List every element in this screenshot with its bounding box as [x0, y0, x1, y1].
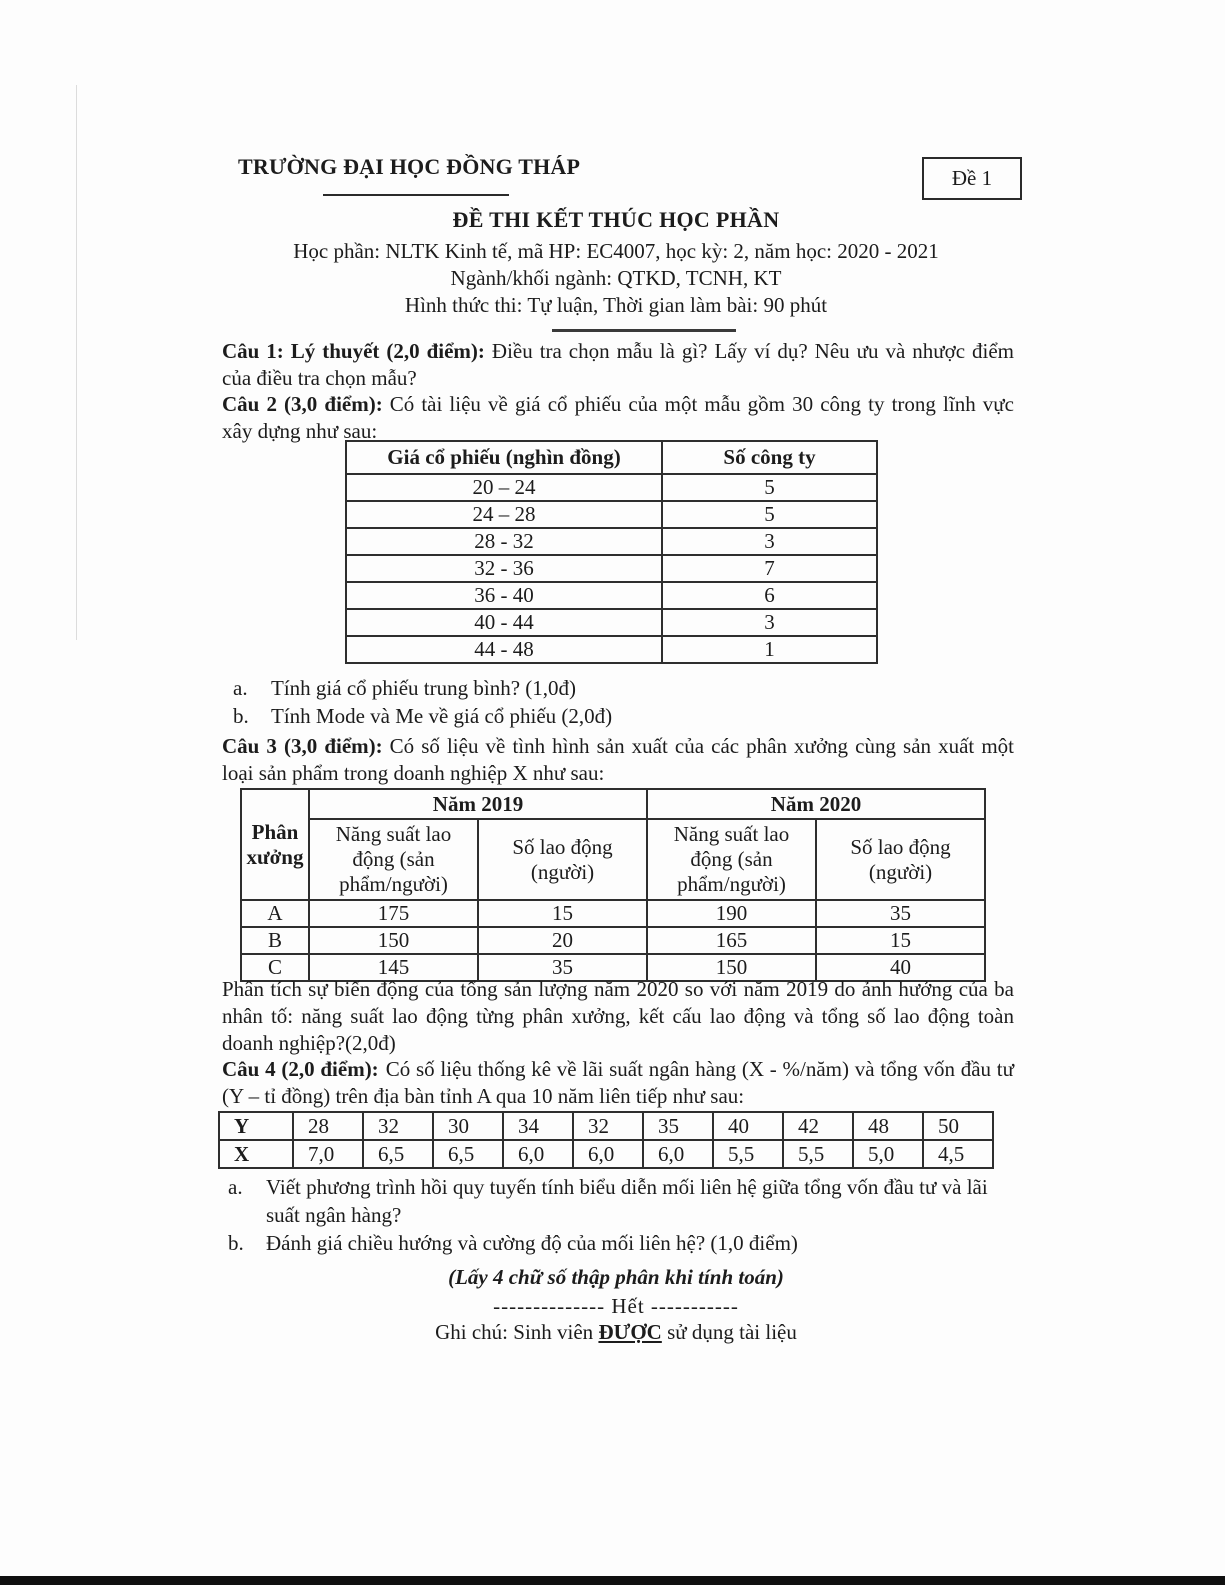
production-table: [240, 788, 986, 982]
item-marker: b.: [228, 1231, 244, 1255]
table-cell: 36 - 40: [346, 582, 662, 609]
table-row: [346, 609, 877, 636]
table-cell: 40 - 44: [346, 609, 662, 636]
table-cell: 24 – 28: [346, 501, 662, 528]
table-cell: 6,0: [643, 1140, 713, 1168]
table-cell: 150: [309, 927, 478, 954]
table-cell: 3: [662, 609, 877, 636]
list-item: [228, 1173, 1018, 1229]
exam-code-box: [922, 157, 1022, 200]
year-group-header: Năm 2020: [647, 789, 985, 819]
table-cell: 20: [478, 927, 647, 954]
table-row: [346, 636, 877, 663]
scan-artifact-line: [76, 85, 77, 640]
table-row: [219, 1112, 993, 1140]
table-cell: 50: [923, 1112, 993, 1140]
table-cell: 20 – 24: [346, 474, 662, 501]
item-text: Tính Mode và Me về giá cổ phiếu (2,0đ): [271, 704, 613, 728]
table-cell: 175: [309, 900, 478, 927]
question-4: [222, 1056, 1014, 1110]
table-cell: 6,5: [433, 1140, 503, 1168]
question-2-subitems: [233, 674, 1013, 730]
table-cell: 165: [647, 927, 816, 954]
item-text: Đánh giá chiều hướng và cường độ của mối liên hệ? (1,0 điểm): [266, 1231, 798, 1255]
table-cell: 35: [643, 1112, 713, 1140]
exam-title: ĐỀ THI KẾT THÚC HỌC PHẦN: [452, 207, 780, 232]
table-cell: 6,0: [503, 1140, 573, 1168]
column-header: Số công ty: [662, 441, 877, 474]
table-cell: 30: [433, 1112, 503, 1140]
list-item: [228, 1229, 1018, 1257]
table-subheader-row: [241, 819, 985, 900]
table-row: [219, 1140, 993, 1168]
table-row: [241, 927, 985, 954]
exam-format-line: Hình thức thi: Tự luận, Thời gian làm bài: 90 phút: [404, 293, 828, 317]
table-cell: 6,5: [363, 1140, 433, 1168]
table-header-row: [346, 441, 877, 474]
item-marker: b.: [233, 704, 249, 728]
row-label: X: [219, 1140, 293, 1168]
row-label: Y: [219, 1112, 293, 1140]
course-info-line: Học phần: NLTK Kinh tế, mã HP: EC4007, học kỳ: 2, năm học: 2020 - 2021: [293, 239, 939, 263]
question-4-text: Có số liệu thống kê về lãi suất ngân hàng (X - %/năm) và tổng vốn đầu tư (Y – tỉ đồng) trên địa bàn tỉnh A qua 10 năm liên tiếp như sau:: [222, 1057, 1014, 1108]
remark-emphasis: ĐƯỢC: [598, 1320, 662, 1344]
major-info-line: Ngành/khối ngành: QTKD, TCNH, KT: [450, 266, 782, 290]
question-3-text: Có số liệu về tình hình sản xuất của các phân xưởng cùng sản xuất một loại sản phẩm trong doanh nghiệp X như sau:: [222, 734, 1014, 785]
table-cell: 15: [478, 900, 647, 927]
table-cell: 1: [662, 636, 877, 663]
school-name: TRƯỜNG ĐẠI HỌC ĐỒNG THÁP: [238, 154, 581, 179]
stock-price-table: [345, 440, 878, 664]
question-4-subitems: [228, 1173, 1018, 1257]
table-cell: 145: [309, 954, 478, 981]
corner-header: Phân xưởng: [241, 789, 309, 900]
materials-allowed-remark: [220, 1320, 1012, 1345]
item-text: Tính giá cổ phiếu trung bình? (1,0đ): [271, 676, 577, 700]
table-row: [346, 528, 877, 555]
question-1-text: Điều tra chọn mẫu là gì? Lấy ví dụ? Nêu ưu và nhược điểm của điều tra chọn mẫu?: [222, 339, 1015, 390]
table-row: [346, 582, 877, 609]
table-row: [346, 555, 877, 582]
table-cell: 7: [662, 555, 877, 582]
table-cell: 42: [783, 1112, 853, 1140]
column-header: Số lao động (người): [478, 819, 647, 900]
table-row: [241, 900, 985, 927]
table-cell: 5,5: [783, 1140, 853, 1168]
question-4-label: Câu 4 (2,0 điểm):: [222, 1057, 379, 1081]
question-2-text: Có tài liệu về giá cổ phiếu của một mẫu gồm 30 công ty trong lĩnh vực xây dựng như sau:: [222, 392, 1014, 443]
year-group-header: Năm 2019: [309, 789, 647, 819]
table-cell: 5,5: [713, 1140, 783, 1168]
school-name-underline: [323, 194, 509, 196]
remark-suffix: sử dụng tài liệu: [661, 1320, 797, 1344]
question-3-label: Câu 3 (3,0 điểm):: [222, 734, 383, 758]
table-cell: 6: [662, 582, 877, 609]
question-2-label: Câu 2 (3,0 điểm):: [222, 392, 383, 416]
page-bottom-edge: [0, 1576, 1225, 1585]
table-cell: 4,5: [923, 1140, 993, 1168]
table-cell: 48: [853, 1112, 923, 1140]
item-marker: a.: [233, 676, 248, 700]
remark-prefix: Ghi chú: Sinh viên: [435, 1320, 599, 1344]
table-cell: C: [241, 954, 309, 981]
column-header: Năng suất lao động (sản phẩm/người): [309, 819, 478, 900]
question-3: [222, 733, 1014, 787]
table-cell: 5: [662, 474, 877, 501]
table-row: [346, 501, 877, 528]
table-cell: A: [241, 900, 309, 927]
table-cell: 32: [363, 1112, 433, 1140]
table-cell: 190: [647, 900, 816, 927]
table-cell: 6,0: [573, 1140, 643, 1168]
list-item: [233, 674, 1013, 702]
table-header-row: [241, 789, 985, 819]
item-marker: a.: [228, 1175, 243, 1199]
table-cell: 5,0: [853, 1140, 923, 1168]
regression-table: [218, 1111, 994, 1169]
column-header: Số lao động (người): [816, 819, 985, 900]
table-cell: 7,0: [293, 1140, 363, 1168]
table-cell: 5: [662, 501, 877, 528]
calculation-note: (Lấy 4 chữ số thập phân khi tính toán): [448, 1265, 784, 1289]
table-cell: 3: [662, 528, 877, 555]
list-item: [233, 702, 1013, 730]
table-cell: 150: [647, 954, 816, 981]
table-cell: 44 - 48: [346, 636, 662, 663]
question-1: [222, 338, 1014, 392]
table-cell: 15: [816, 927, 985, 954]
header-divider-line: [552, 329, 736, 332]
table-cell: 35: [816, 900, 985, 927]
item-text: Viết phương trình hồi quy tuyến tính biểu diễn mối liên hệ giữa tổng vốn đầu tư và lãi suất ngân hàng?: [266, 1175, 988, 1227]
table-cell: 34: [503, 1112, 573, 1140]
table-cell: 40: [713, 1112, 783, 1140]
question-2: [222, 391, 1014, 445]
table-cell: 28: [293, 1112, 363, 1140]
column-header: Năng suất lao động (sản phẩm/người): [647, 819, 816, 900]
table-cell: 32 - 36: [346, 555, 662, 582]
column-header: Giá cổ phiếu (nghìn đồng): [346, 441, 662, 474]
table-cell: 40: [816, 954, 985, 981]
table-cell: B: [241, 927, 309, 954]
question-3-analysis: Phân tích sự biến động của tổng sản lượng năm 2020 so với năm 2019 do ảnh hưởng của ba nhân tố: năng suất lao động từng phân xưởng, kết cấu lao động và tổng số lao động toàn doanh nghiệp?(2,0đ): [222, 977, 1014, 1055]
exam-code: Đề 1: [951, 166, 993, 190]
table-cell: 32: [573, 1112, 643, 1140]
table-cell: 28 - 32: [346, 528, 662, 555]
question-1-label: Câu 1: Lý thuyết (2,0 điểm):: [222, 339, 485, 363]
end-of-exam-line: -------------- Hết -----------: [493, 1294, 739, 1318]
table-row: [346, 474, 877, 501]
table-cell: 35: [478, 954, 647, 981]
